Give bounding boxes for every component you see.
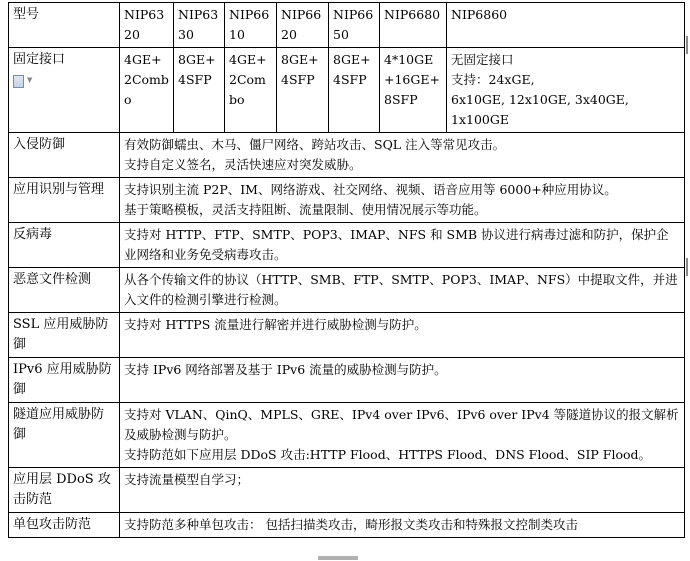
port-cell: 8GE+4SFP: [277, 48, 329, 133]
feature-desc: 支持对 HTTPS 流量进行解密并进行威胁检测与防护。: [120, 313, 685, 358]
feature-desc: 支持对 HTTP、FTP、SMTP、POP3、IMAP、NFS 和 SMB 协议进行病毒过滤和防护，保护企业网络和业务免受病毒攻击。: [120, 223, 685, 268]
feature-row: [9, 133, 685, 178]
desc-line: 支持对 VLAN、QinQ、MPLS、GRE、IPv4 over IPv6、IPv6 over IPv4 等隧道协议的报文解析及威胁检测与防护。: [124, 407, 679, 442]
feature-row: [9, 178, 685, 223]
model-cell: NIP6650: [329, 3, 380, 48]
document-icon: [13, 75, 24, 88]
right-edge-marker: [686, 36, 688, 54]
port-cell: 8GE+4SFP: [174, 48, 225, 133]
header-row: [9, 3, 685, 48]
feature-row: [9, 223, 685, 268]
feature-label: 反病毒: [9, 223, 120, 268]
model-cell: NIP6680: [380, 3, 447, 48]
feature-desc: [120, 178, 685, 223]
feature-label: 应用识别与管理: [9, 178, 120, 223]
feature-row: [9, 358, 685, 403]
model-cell: NIP6330: [174, 3, 225, 48]
fixed-ports-label: 固定接口: [13, 52, 66, 67]
feature-label: 隧道应用威胁防御: [9, 403, 120, 468]
feature-row: [9, 313, 685, 358]
port-cell: 4GE+2Combo: [225, 48, 277, 133]
feature-row: [9, 513, 685, 538]
port-line: 6x10GE, 12x10GE, 3x40GE,: [451, 92, 629, 107]
desc-line: 支持识别主流 P2P、IM、网络游戏、社交网络、视频、语音应用等 6000+种应用协议。: [124, 182, 617, 197]
port-cell-last: [447, 48, 685, 133]
feature-label: 单包攻击防范: [9, 513, 120, 538]
feature-row: [9, 468, 685, 513]
feature-desc: [120, 403, 685, 468]
feature-label: SSL 应用威胁防御: [9, 313, 120, 358]
port-line: 1x100GE: [451, 112, 509, 127]
model-cell: NIP6610: [225, 3, 277, 48]
feature-label: IPv6 应用威胁防御: [9, 358, 120, 403]
desc-line: 有效防御蠕虫、木马、僵尸网络、跨站攻击、SQL 注入等常见攻击。: [124, 137, 506, 152]
port-cell: 4GE+2Combo: [120, 48, 174, 133]
spec-table: [8, 2, 685, 538]
fixed-ports-label-cell: [9, 48, 120, 133]
feature-desc: 支持流量模型自学习；: [120, 468, 685, 513]
feature-desc: [120, 133, 685, 178]
feature-row: [9, 403, 685, 468]
feature-label: 恶意文件检测: [9, 268, 120, 313]
feature-label: 入侵防御: [9, 133, 120, 178]
dropdown-arrow-icon: ▼: [27, 76, 33, 84]
port-line: 支持：24xGE,: [451, 72, 535, 87]
fixed-ports-row: [9, 48, 685, 133]
model-cell: NIP6620: [277, 3, 329, 48]
port-cell: 8GE+4SFP: [329, 48, 380, 133]
feature-desc: 从各个传输文件的协议（HTTP、SMB、FTP、SMTP、POP3、IMAP、NFS）中提取文件，并进入文件的检测引擎进行检测。: [120, 268, 685, 313]
desc-line: 基于策略模板，灵活支持阻断、流量限制、使用情况展示等功能。: [124, 202, 487, 217]
feature-desc: 支持 IPv6 网络部署及基于 IPv6 流量的威胁检测与防护。: [120, 358, 685, 403]
feature-desc: 支持防范多种单包攻击： 包括扫描类攻击，畸形报文类攻击和特殊报文控制类攻击: [120, 513, 685, 538]
feature-row: [9, 268, 685, 313]
desc-line: 支持自定义签名，灵活快速应对突发威胁。: [124, 157, 362, 172]
right-edge-marker: [686, 258, 688, 276]
paste-options[interactable]: [13, 70, 115, 91]
port-cell: 4*10GE+16GE+8SFP: [380, 48, 447, 133]
model-header-label: 型号: [9, 3, 120, 48]
bottom-scroll-marker: [318, 556, 358, 560]
model-cell: NIP6320: [120, 3, 174, 48]
desc-line: 支持防范如下应用层 DDoS 攻击:HTTP Flood、HTTPS Flood、DNS Flood、SIP Flood。: [124, 447, 652, 462]
feature-label: 应用层 DDoS 攻击防范: [9, 468, 120, 513]
model-cell: NIP6860: [447, 3, 685, 48]
port-line: 无固定接口: [451, 52, 514, 67]
